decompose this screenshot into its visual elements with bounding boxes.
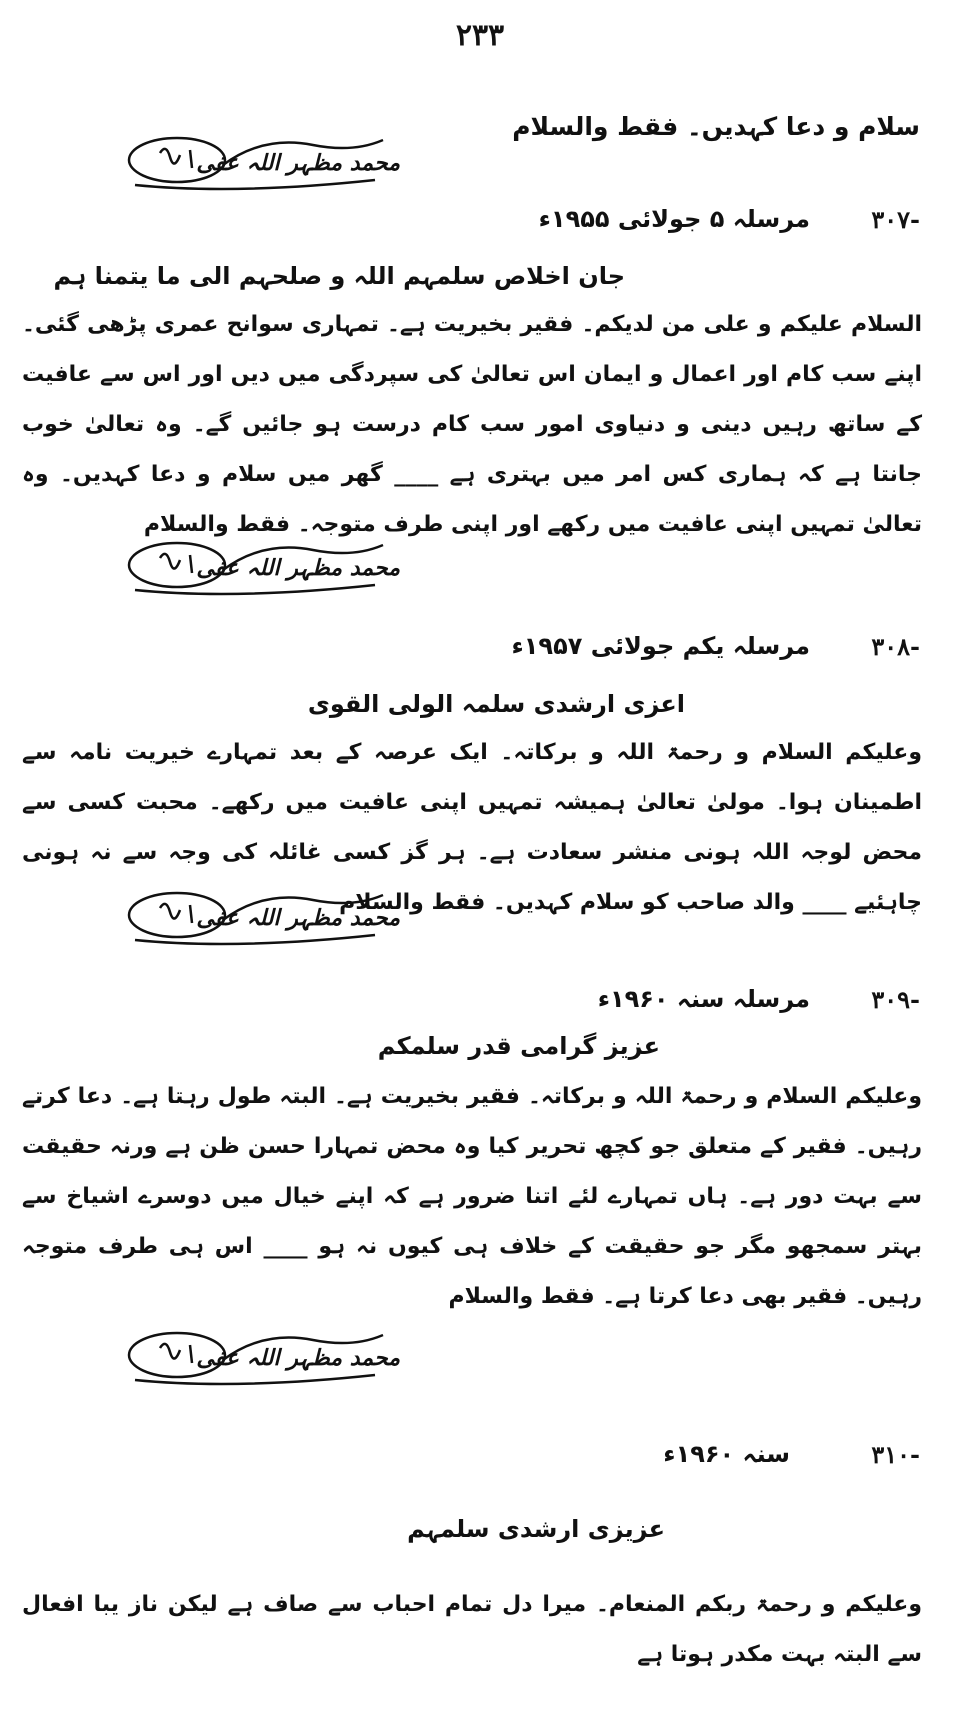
letter-body: وعلیکم السلام و رحمۃ اللہ و برکاتہ۔ فقیر بخیریت ہے۔ البتہ طول رہتا ہے۔ دعا کرتے رہیں۔ فقیر کے متعلق جو کچھ تحریر کیا وہ محض تمہارا حسن ظن ہے ورنہ حقیقت سے بہت دور ہے۔ ہاں تمہارے لئے اتنا ضرور ہے کہ اپنے خیال میں دوسرے اشیاخ سے بہتر سمجھو مگر جو حقیقت کے خلاف ہی کیوں نہ ہو ____ اس ہی طرف متوجہ رہیں۔ فقیر بھی دعا کرتا ہے۔ فقط والسلام xyxy=(22,1084,922,1309)
letter-salutation: عزیز گرامی قدر سلمکم xyxy=(377,1032,660,1060)
letter-salutation: عزیزی ارشدی سلمہم xyxy=(407,1515,665,1543)
letter-307-header xyxy=(20,205,920,245)
signature-block xyxy=(115,1320,400,1400)
preamble-closing: سلام و دعا کہدیں۔ فقط والسلام xyxy=(512,112,920,141)
letter-body: وعلیکم و رحمۃ ربکم المنعام۔ میرا دل تمام احباب سے صاف ہے لیکن ناز یبا افعال سے البتہ بہت مکدر ہوتا ہے xyxy=(22,1592,922,1667)
letter-number: ۳۰۹- xyxy=(871,985,920,1014)
letter-body: السلام علیکم و علی من لدیکم۔ فقیر بخیریت ہے۔ تمہاری سوانح عمری پڑھی گئی۔ اپنے سب کام اور اعمال و ایمان اس تعالیٰ کی سپردگی میں دیں اور اس سے عافیت کے ساتھ رہیں دینی و دنیاوی امور سب کام درست ہو جائیں گے۔ وہ تعالیٰ خوب جانتا ہے کہ ہماری کس امر میں بہتری ہے ____ گھر میں سلام و دعا کہدیں۔ وہ تعالیٰ تمہیں اپنی عافیت میں رکھے اور اپنی طرف متوجہ۔ فقط والسلام xyxy=(22,312,922,537)
signature-name: محمد مظہر اللہ عفی xyxy=(196,151,400,176)
letter-body: وعلیکم السلام و رحمۃ اللہ و برکاتہ۔ ایک عرصہ کے بعد تمہارے خیریت نامہ سے اطمینان ہوا۔ مولیٰ تعالیٰ ہمیشہ تمہیں اپنی عافیت میں رکھے۔ محبت کسی سے محض لوجہ اللہ ہونی منشر سعادت ہے۔ ہر گز کسی غائلہ کی وجہ سے نہ ہونی چاہئیے ____ والد صاحب کو سلام کہدیں۔ فقط والسلام xyxy=(22,740,922,915)
letter-number: ۳۱۰- xyxy=(871,1440,920,1469)
letter-title: سنہ ۱۹۶۰ء xyxy=(663,1440,790,1468)
letter-title: مرسلہ سنہ ۱۹۶۰ء xyxy=(597,985,810,1013)
signature-block xyxy=(115,125,400,205)
letter-number: ۳۰۸- xyxy=(871,632,920,661)
letter-308-header xyxy=(20,632,920,672)
page-number: ۲۳۳ xyxy=(455,18,505,53)
signature-block xyxy=(115,530,400,610)
letter-title: مرسلہ ۵ جولائی ۱۹۵۵ء xyxy=(538,205,810,233)
signature-name: محمد مظہر اللہ عفی xyxy=(196,1346,400,1371)
letter-salutation: جان اخلاص سلمہم اللہ و صلحہم الی ما یتمنا ہم xyxy=(53,262,625,290)
signature-name: محمد مظہر اللہ عفی xyxy=(196,906,400,931)
letter-309-header xyxy=(20,985,920,1025)
letter-310-header xyxy=(20,1440,920,1480)
signature-name: محمد مظہر اللہ عفی xyxy=(196,556,400,581)
signature-block xyxy=(115,880,400,960)
letter-salutation: اعزی ارشدی سلمہ الولی القوی xyxy=(307,690,685,718)
letter-title: مرسلہ یکم جولائی ۱۹۵۷ء xyxy=(511,632,810,660)
letter-number: ۳۰۷- xyxy=(871,205,920,234)
